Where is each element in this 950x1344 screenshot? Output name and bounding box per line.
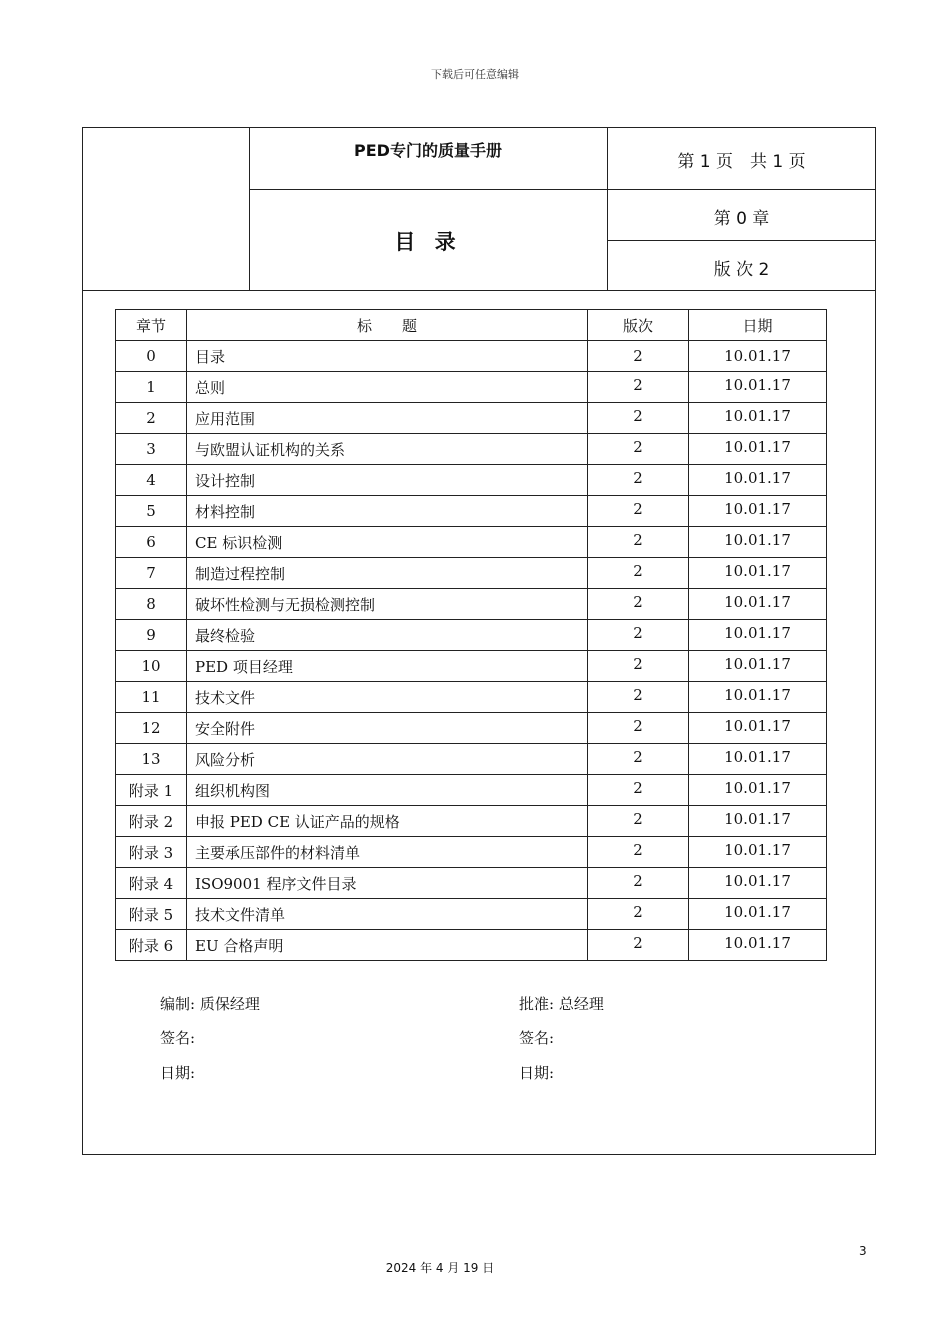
date-cell-text: 10.01.17 (724, 872, 791, 890)
title-cell-text: CE 标识检测 (195, 533, 283, 552)
version-cell (588, 465, 689, 496)
date-cell (689, 713, 827, 744)
version-cell-text: 2 (633, 748, 643, 766)
title-cell-text: 制造过程控制 (195, 564, 286, 583)
version-cell-text: 2 (633, 376, 643, 394)
approved-by: 批准: 总经理 (519, 995, 604, 1013)
chapter-cell (116, 527, 187, 558)
prepared-sign: 签名: (160, 1029, 196, 1047)
chapter-cell (116, 868, 187, 899)
section-title: 目 录 (394, 230, 462, 254)
chapter-cell (116, 651, 187, 682)
date-cell-text: 10.01.17 (724, 593, 791, 611)
chapter-cell-text: 附录 1 (128, 781, 174, 800)
chapter-cell-text: 0 (146, 347, 156, 365)
version-cell-text: 2 (633, 593, 643, 611)
version-cell (588, 620, 689, 651)
logo-cell (83, 128, 250, 290)
chapter-cell-text: 附录 4 (128, 874, 174, 893)
date-cell (689, 558, 827, 589)
date-cell-text: 10.01.17 (724, 810, 791, 828)
version-label: 版 次 2 (713, 260, 770, 280)
version-cell-text: 2 (633, 717, 643, 735)
version-cell-text: 2 (633, 500, 643, 518)
chapter-cell (116, 589, 187, 620)
chapter-cell (116, 496, 187, 527)
chapter-cell (116, 434, 187, 465)
title-cell-text: 组织机构图 (195, 781, 271, 800)
title-cell (187, 496, 588, 527)
title-cell-text: 目录 (195, 347, 226, 366)
date-cell (689, 837, 827, 868)
chapter-cell-text: 4 (146, 471, 156, 489)
table-row (116, 372, 827, 403)
table-row (116, 868, 827, 899)
title-cell-text: 破坏性检测与无损检测控制 (195, 595, 376, 614)
date-cell-text: 10.01.17 (724, 347, 791, 365)
chapter-cell-text: 11 (141, 688, 161, 706)
title-cell (187, 713, 588, 744)
chapter-cell (116, 930, 187, 961)
date-cell (689, 651, 827, 682)
title-cell (187, 434, 588, 465)
title-cell-text: 总则 (195, 378, 226, 397)
title-cell (187, 372, 588, 403)
title-cell-text: 技术文件 (195, 688, 256, 707)
chapter-cell-text: 8 (146, 595, 156, 613)
title-cell-text: 与欧盟认证机构的关系 (195, 440, 346, 459)
table-row (116, 620, 827, 651)
date-cell-text: 10.01.17 (724, 934, 791, 952)
col-version: 版次 (588, 310, 689, 341)
table-row (116, 434, 827, 465)
title-cell-text: EU 合格声明 (195, 936, 284, 955)
date-cell-text: 10.01.17 (724, 624, 791, 642)
date-cell (689, 775, 827, 806)
version-cell-text: 2 (633, 841, 643, 859)
date-cell (689, 682, 827, 713)
version-cell (588, 527, 689, 558)
chapter-cell-text: 9 (146, 626, 156, 644)
version-cell-text: 2 (633, 562, 643, 580)
section-title-cell (249, 190, 608, 290)
chapter-cell (608, 190, 875, 241)
table-row (116, 558, 827, 589)
chapter-cell-text: 附录 3 (128, 843, 174, 862)
table-row (116, 403, 827, 434)
chapter-cell-text: 附录 2 (128, 812, 174, 831)
document-frame (82, 127, 876, 1155)
title-cell (187, 868, 588, 899)
date-cell (689, 620, 827, 651)
prepared-by: 编制: 质保经理 (160, 995, 260, 1013)
chapter-cell-text: 附录 6 (128, 936, 174, 955)
version-cell (588, 558, 689, 589)
date-cell (689, 899, 827, 930)
version-cell (588, 341, 689, 372)
title-cell-text: 应用范围 (195, 409, 256, 428)
table-header-row (116, 310, 827, 341)
document-header (83, 128, 875, 291)
print-date: 2024 年 4 月 19 日 (385, 1261, 495, 1275)
chapter-cell-text: 12 (141, 719, 161, 737)
chapter-cell-text: 10 (141, 657, 161, 675)
page-number: 3 (859, 1244, 867, 1258)
date-cell (689, 372, 827, 403)
version-cell (588, 403, 689, 434)
date-cell (689, 744, 827, 775)
date-cell-text: 10.01.17 (724, 500, 791, 518)
table-row (116, 651, 827, 682)
date-cell (689, 806, 827, 837)
title-cell (187, 899, 588, 930)
version-cell (588, 434, 689, 465)
date-cell (689, 527, 827, 558)
chapter-cell (116, 341, 187, 372)
date-cell (689, 403, 827, 434)
date-cell (689, 465, 827, 496)
col-chapter: 章节 (116, 310, 187, 341)
version-cell (588, 930, 689, 961)
date-cell-text: 10.01.17 (724, 407, 791, 425)
chapter-cell (116, 806, 187, 837)
title-cell-text: 材料控制 (195, 502, 256, 521)
version-cell-text: 2 (633, 347, 643, 365)
version-cell (588, 837, 689, 868)
title-cell (187, 527, 588, 558)
version-cell-text: 2 (633, 438, 643, 456)
title-cell-text: ISO9001 程序文件目录 (195, 874, 357, 893)
doc-title-cell (249, 128, 608, 190)
col-title: 标 题 (187, 310, 588, 341)
table-row (116, 713, 827, 744)
title-cell-text: PED 项目经理 (195, 657, 293, 676)
date-cell (689, 868, 827, 899)
version-cell-text: 2 (633, 469, 643, 487)
date-cell-text: 10.01.17 (724, 779, 791, 797)
version-cell-text: 2 (633, 903, 643, 921)
chapter-cell-text: 13 (141, 750, 161, 768)
chapter-cell (116, 837, 187, 868)
chapter-cell (116, 744, 187, 775)
title-cell-text: 风险分析 (195, 750, 256, 769)
chapter-cell-text: 3 (146, 440, 156, 458)
approved-date: 日期: (519, 1064, 555, 1082)
version-cell-text: 2 (633, 686, 643, 704)
date-cell (689, 930, 827, 961)
title-cell (187, 620, 588, 651)
header-note: 下载后可任意编辑 (431, 68, 519, 81)
chapter-cell-text: 6 (146, 533, 156, 551)
chapter-cell-text: 附录 5 (128, 905, 174, 924)
title-cell-text: 最终检验 (195, 626, 256, 645)
chapter-cell-text: 5 (146, 502, 156, 520)
title-cell-text: 申报 PED CE 认证产品的规格 (195, 812, 400, 831)
chapter-label: 第 0 章 (713, 209, 770, 229)
table-row (116, 837, 827, 868)
date-cell (689, 496, 827, 527)
title-cell-text: 主要承压部件的材料清单 (195, 843, 361, 862)
chapter-cell (116, 775, 187, 806)
date-cell-text: 10.01.17 (724, 686, 791, 704)
chapter-cell (116, 372, 187, 403)
title-cell (187, 341, 588, 372)
version-cell-text: 2 (633, 531, 643, 549)
date-cell-text: 10.01.17 (724, 438, 791, 456)
table-row (116, 806, 827, 837)
table-row (116, 589, 827, 620)
date-cell-text: 10.01.17 (724, 469, 791, 487)
title-cell (187, 806, 588, 837)
chapter-cell (116, 620, 187, 651)
version-cell-text: 2 (633, 407, 643, 425)
table-row (116, 341, 827, 372)
version-cell-text: 2 (633, 810, 643, 828)
chapter-cell (116, 899, 187, 930)
version-cell (588, 589, 689, 620)
title-cell (187, 465, 588, 496)
date-cell-text: 10.01.17 (724, 748, 791, 766)
date-cell-text: 10.01.17 (724, 655, 791, 673)
chapter-cell (116, 682, 187, 713)
approved-sign: 签名: (519, 1029, 555, 1047)
table-body (116, 341, 827, 961)
date-cell (689, 434, 827, 465)
table-row (116, 465, 827, 496)
version-cell (588, 682, 689, 713)
title-cell (187, 558, 588, 589)
date-cell-text: 10.01.17 (724, 376, 791, 394)
chapter-cell (116, 465, 187, 496)
contents-table (115, 309, 827, 961)
table-row (116, 527, 827, 558)
version-cell (588, 775, 689, 806)
title-cell (187, 682, 588, 713)
title-cell (187, 403, 588, 434)
chapter-cell-text: 2 (146, 409, 156, 427)
title-cell-text: 设计控制 (195, 471, 256, 490)
date-cell-text: 10.01.17 (724, 903, 791, 921)
page-info-cell (608, 128, 875, 190)
table-row (116, 496, 827, 527)
page-info: 第 1 页 共 1 页 (677, 152, 806, 172)
title-cell (187, 775, 588, 806)
date-cell-text: 10.01.17 (724, 841, 791, 859)
prepared-date: 日期: (160, 1064, 196, 1082)
title-cell-text: 技术文件清单 (195, 905, 286, 924)
table-row (116, 775, 827, 806)
version-cell (588, 496, 689, 527)
chapter-cell-text: 1 (146, 378, 156, 396)
version-cell (588, 372, 689, 403)
version-cell (608, 241, 875, 290)
title-cell (187, 651, 588, 682)
version-cell (588, 868, 689, 899)
date-cell-text: 10.01.17 (724, 562, 791, 580)
title-cell (187, 744, 588, 775)
table-row (116, 744, 827, 775)
version-cell-text: 2 (633, 655, 643, 673)
chapter-cell (116, 558, 187, 589)
date-cell (689, 589, 827, 620)
doc-title: PED专门的质量手册 (354, 141, 502, 160)
version-cell-text: 2 (633, 624, 643, 642)
version-cell (588, 651, 689, 682)
chapter-cell (116, 713, 187, 744)
version-cell (588, 744, 689, 775)
version-cell-text: 2 (633, 779, 643, 797)
chapter-cell-text: 7 (146, 564, 156, 582)
title-cell (187, 589, 588, 620)
version-cell-text: 2 (633, 934, 643, 952)
table-row (116, 899, 827, 930)
title-cell-text: 安全附件 (195, 719, 256, 738)
col-date: 日期 (689, 310, 827, 341)
version-cell (588, 713, 689, 744)
version-cell-text: 2 (633, 872, 643, 890)
date-cell-text: 10.01.17 (724, 717, 791, 735)
table-row (116, 930, 827, 961)
chapter-cell (116, 403, 187, 434)
date-cell (689, 341, 827, 372)
title-cell (187, 837, 588, 868)
version-cell (588, 806, 689, 837)
version-cell (588, 899, 689, 930)
table-row (116, 682, 827, 713)
title-cell (187, 930, 588, 961)
date-cell-text: 10.01.17 (724, 531, 791, 549)
